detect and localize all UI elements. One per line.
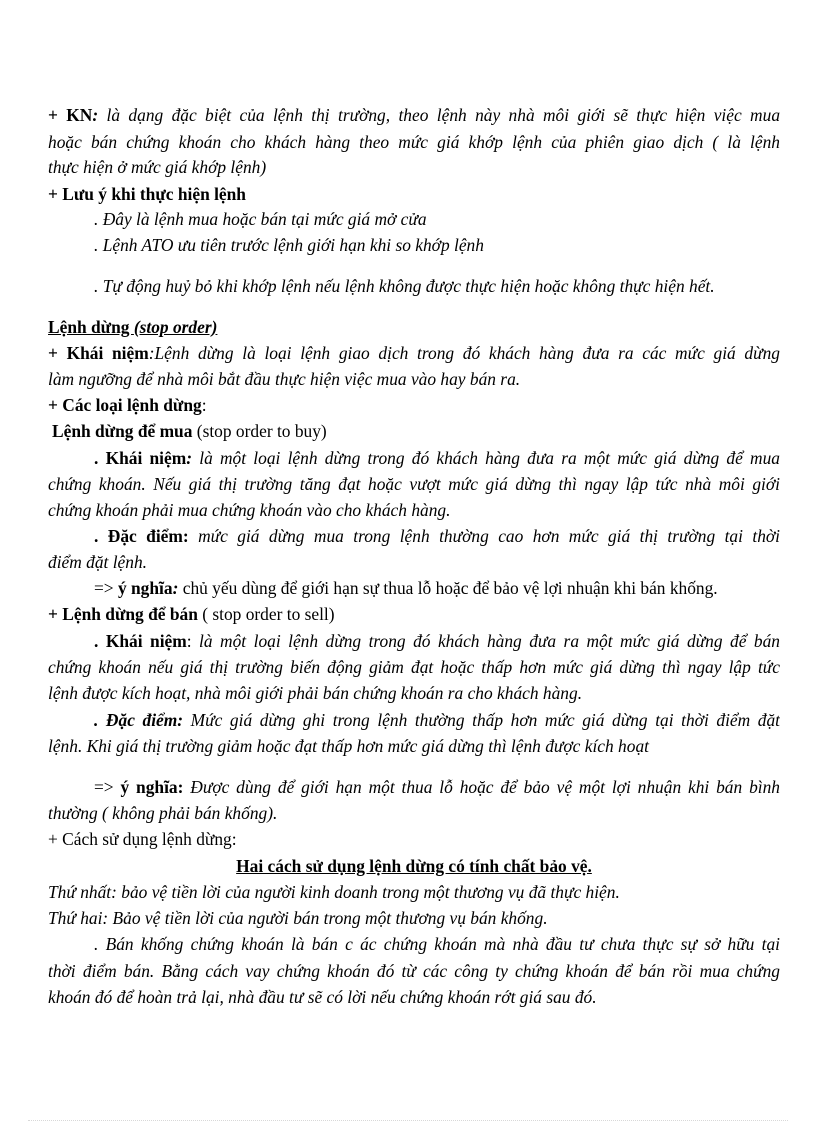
sell-feature-line-2: lệnh. Khi giá thị trường giảm hoặc đạt thấp hơn mức giá dừng thì lệnh được kích hoạt (48, 736, 649, 756)
stop-definition-line-1: + Khái niệm:Lệnh dừng là loại lệnh giao dịch trong đó khách hàng đưa ra các mức giá dừng (48, 343, 780, 363)
sell-feature-line-1: . Đặc điểm: Mức giá dừng ghi trong lệnh thường thấp hơn mức giá dừng tại thời điểm đặt (94, 710, 780, 730)
kn-line-2: hoặc bán chứng khoán cho khách hàng theo mức giá khớp lệnh của phiên giao dịch ( là lệnh (48, 132, 780, 152)
buy-feature-line-2: điểm đặt lệnh. (48, 552, 148, 572)
short-sale-line-2: thời điểm bán. Bằng cách vay chứng khoán đó từ các công ty chứng khoán để bán rồi mua chứng (48, 961, 780, 981)
buy-definition-line-2: chứng khoán. Nếu giá thị trường tăng đạt hoặc vượt mức giá dừng thì ngay lập tức nhà môi giới (48, 474, 780, 494)
kn-text-1: là dạng đặc biệt của lệnh thị trường, theo lệnh này nhà môi giới sẽ thực hiện việc mua (98, 105, 780, 125)
short-sale-line-3: khoán đó để hoàn trả lại, nhà đầu tư sẽ có lời nếu chứng khoán rớt giá sau đó. (48, 987, 597, 1007)
usage-second: Thứ hai: Bảo vệ tiền lời của người bán trong một thương vụ bán khống. (48, 908, 548, 928)
usage-first: Thứ nhất: bảo vệ tiền lời của người kinh doanh trong một thương vụ đã thực hiện. (48, 882, 620, 902)
usage-heading: Hai cách sử dụng lệnh dừng có tính chất bảo vệ. (236, 856, 592, 876)
buy-stop-title: Lệnh dừng để mua (stop order to buy) (52, 421, 327, 441)
luu-y-title: + Lưu ý khi thực hiện lệnh (48, 184, 246, 204)
luu-y-item-3: . Tự động huỷ bỏ khi khớp lệnh nếu lệnh không được thực hiện hoặc không thực hiện hết. (94, 276, 715, 296)
stop-order-heading: Lệnh dừng (stop order) (48, 317, 218, 337)
buy-feature-line-1: . Đặc điểm: mức giá dừng mua trong lệnh thường cao hơn mức giá thị trường tại thời (94, 526, 780, 546)
stop-types-title: + Các loại lệnh dừng: (48, 395, 207, 415)
kn-label: + KN (48, 105, 93, 125)
sell-meaning-line-2: thường ( không phải bán khống). (48, 803, 278, 823)
sell-definition-line-3: lệnh được kích hoạt, nhà môi giới phải bán chứng khoán ra cho khách hàng. (48, 683, 583, 703)
buy-definition-line-3: chứng khoán phải mua chứng khoán vào cho khách hàng. (48, 500, 451, 520)
usage-title: + Cách sử dụng lệnh dừng: (48, 829, 237, 849)
page-bottom-divider (28, 1120, 788, 1121)
sell-stop-title: + Lệnh dừng để bán ( stop order to sell) (48, 604, 335, 624)
kn-line-3: thực hiện ở mức giá khớp lệnh) (48, 157, 267, 177)
sell-definition-line-2: chứng khoán nếu giá thị trường biến động giảm đạt hoặc thấp hơn mức giá dừng thì ngay lập tức (48, 657, 780, 677)
sell-definition-line-1: . Khái niệm: là một loại lệnh dừng trong đó khách hàng đưa ra một mức giá dừng để bán (94, 631, 780, 651)
short-sale-line-1: . Bán khống chứng khoán là bán c ác chứng khoán mà nhà đầu tư chưa thực sự sở hữu tại (94, 934, 780, 954)
luu-y-item-2: . Lệnh ATO ưu tiên trước lệnh giới hạn khi so khớp lệnh (94, 235, 484, 255)
kn-colon: : (92, 105, 99, 125)
kn-line-1 (48, 104, 780, 126)
stop-definition-line-2: làm ngưỡng để nhà môi bắt đầu thực hiện việc mua vào hay bán ra. (48, 369, 521, 389)
buy-definition-line-1: . Khái niệm: là một loại lệnh dừng trong đó khách hàng đưa ra một mức giá dừng để mua (94, 448, 780, 468)
sell-meaning-line-1: => ý nghĩa: Được dùng để giới hạn một thua lỗ hoặc để bảo vệ một lợi nhuận khi bán bình (94, 777, 780, 797)
luu-y-item-1: . Đây là lệnh mua hoặc bán tại mức giá mở cửa (94, 209, 427, 229)
buy-meaning: => ý nghĩa: chủ yếu dùng để giới hạn sự thua lỗ hoặc để bảo vệ lợi nhuận khi bán khống. (94, 578, 718, 598)
